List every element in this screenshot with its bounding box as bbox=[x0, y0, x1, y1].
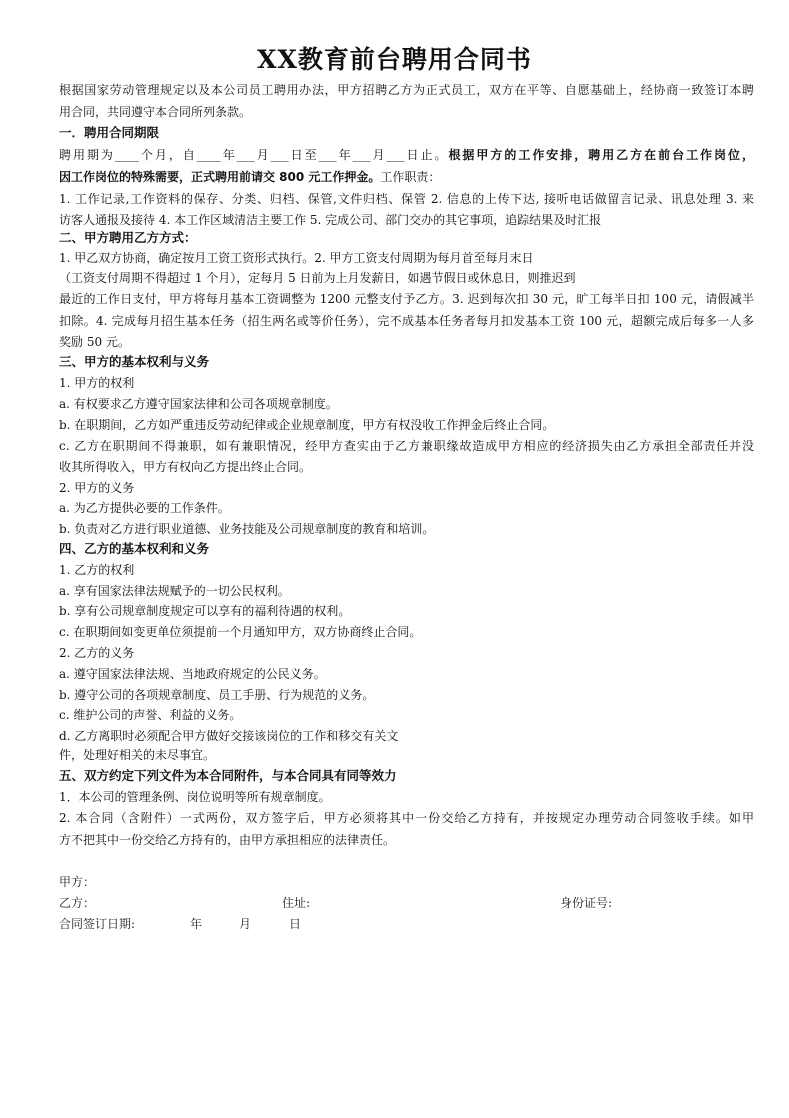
section-1-deposit-line bbox=[59, 169, 754, 185]
party-a-label: 甲方： bbox=[59, 875, 96, 889]
section-4-line-3: b. 享有公司规章制度规定可以享有的福利待遇的权利。 bbox=[59, 604, 351, 618]
duties-line-2: 访客人通报及接待 4. 本工作区域清洁主要工作 5. 完成公司、部门交办的其它事项，追踪结果及时汇报 bbox=[59, 213, 602, 227]
duties-line-1: 1. 工作记录,工作资料的保存、分类、归档、保管,文件归档、保管 2. 信息的上传下达, 接听电话做留言记录、讯息处理 3. 来 bbox=[59, 192, 754, 206]
section-3-line-7: a. 为乙方提供必要的工作条件。 bbox=[59, 501, 230, 515]
section-3-line-4: c. 乙方在职期间不得兼职，如有兼职情况，经甲方查实由于乙方兼职缘故造成甲方相应的经济损失由乙方承担全部责任并没 bbox=[59, 439, 754, 453]
section-5-line-1: 1．本公司的管理条例、岗位说明等所有规章制度。 bbox=[59, 790, 331, 804]
deposit-text: 因工作岗位的特殊需要，正式聘用前请交 800 元工作押金。 bbox=[59, 170, 381, 184]
party-b-label: 乙方： bbox=[59, 896, 96, 910]
sign-date-year: 年 bbox=[190, 917, 203, 931]
section-4-line-7: b. 遵守公司的各项规章制度、员工手册、行为规范的义务。 bbox=[59, 688, 375, 702]
address-label: 住址: bbox=[282, 896, 311, 910]
section-4-line-2: a. 享有国家法律法规赋予的一切公民权利。 bbox=[59, 584, 290, 598]
intro-line-2: 用合同，共同遵守本合同所列条款。 bbox=[59, 105, 252, 119]
section-1-term-line bbox=[59, 147, 754, 163]
document-title: XX教育前台聘用合同书 bbox=[257, 45, 532, 74]
section-4-heading: 四、乙方的基本权利和义务 bbox=[59, 541, 210, 556]
section-4-line-8: c. 维护公司的声誉、利益的义务。 bbox=[59, 708, 242, 722]
sign-date-label: 合同签订日期: bbox=[59, 917, 136, 931]
section-3-line-1: 1. 甲方的权利 bbox=[59, 376, 135, 390]
section-4-line-6: a. 遵守国家法律法规、当地政府规定的公民义务。 bbox=[59, 667, 326, 681]
section-4-line-9: d. 乙方离职时必须配合甲方做好交接该岗位的工作和移交有关文 bbox=[59, 729, 399, 743]
section-3-line-2: a. 有权要求乙方遵守国家法律和公司各项规章制度。 bbox=[59, 397, 338, 411]
section-3-heading: 三、甲方的基本权利与义务 bbox=[59, 354, 210, 369]
term-position-text: 根据甲方的工作安排，聘用乙方在前台工作岗位， bbox=[448, 148, 754, 162]
section-4-line-1: 1. 乙方的权利 bbox=[59, 563, 135, 577]
term-period-text: 聘用期为____个月，自____年___月___日至___年___月___日止。 bbox=[59, 148, 449, 162]
intro-line-1: 根据国家劳动管理规定以及本公司员工聘用办法，甲方招聘乙方为正式员工，双方在平等、自愿基础上，经协商一致签订本聘 bbox=[59, 83, 754, 97]
section-2-line-3: 最近的工作日支付，甲方将每月基本工资调整为 1200 元整支付予乙方。3. 迟到每次扣 30 元，旷工每半日扣 100 元，请假减半 bbox=[59, 292, 754, 306]
duties-label: 工作职责： bbox=[380, 170, 441, 184]
section-4-line-10: 件，处理好相关的未尽事宜。 bbox=[59, 748, 216, 762]
section-3-line-8: b. 负责对乙方进行职业道德、业务技能及公司规章制度的教育和培训。 bbox=[59, 522, 435, 536]
sign-date-day: 日 bbox=[289, 917, 302, 931]
sign-date-month: 月 bbox=[239, 917, 252, 931]
section-2-line-4: 扣除。4. 完成每月招生基本任务（招生两名或等价任务），完不成基本任务者每月扣发基本工资 100 元，超额完成后每多一人多 bbox=[59, 314, 754, 328]
section-3-line-3: b. 在职期间，乙方如严重违反劳动纪律或企业规章制度，甲方有权没收工作押金后终止合同。 bbox=[59, 418, 555, 432]
section-2-line-2: （工资支付周期不得超过 1 个月），定每月 5 日前为上月发薪日，如遇节假日或休息日，则推迟到 bbox=[59, 271, 576, 285]
section-2-heading: 二、甲方聘用乙方方式： bbox=[59, 230, 197, 245]
section-2-line-5: 奖励 50 元。 bbox=[59, 335, 130, 349]
section-5-heading: 五、双方约定下列文件为本合同附件，与本合同具有同等效力 bbox=[59, 768, 397, 783]
section-5-line-3: 方不把其中一份交给乙方持有的，由甲方承担相应的法律责任。 bbox=[59, 833, 396, 847]
section-4-line-4: c. 在职期间如变更单位须提前一个月通知甲方，双方协商终止合同。 bbox=[59, 625, 422, 639]
section-5-line-2: 2. 本合同（含附件）一式两份，双方签字后，甲方必须将其中一份交给乙方持有，并按规定办理劳动合同签收手续。如甲 bbox=[59, 811, 754, 825]
id-number-label: 身份证号: bbox=[560, 896, 613, 910]
section-3-line-6: 2. 甲方的义务 bbox=[59, 481, 135, 495]
section-2-line-1: 1. 甲乙双方协商，确定按月工资工资形式执行。2. 甲方工资支付周期为每月首至每月末日 bbox=[59, 251, 534, 265]
section-1-heading: 一．聘用合同期限 bbox=[59, 125, 160, 140]
section-3-line-5: 收其所得收入，甲方有权向乙方提出终止合同。 bbox=[59, 460, 312, 474]
section-4-line-5: 2. 乙方的义务 bbox=[59, 646, 135, 660]
